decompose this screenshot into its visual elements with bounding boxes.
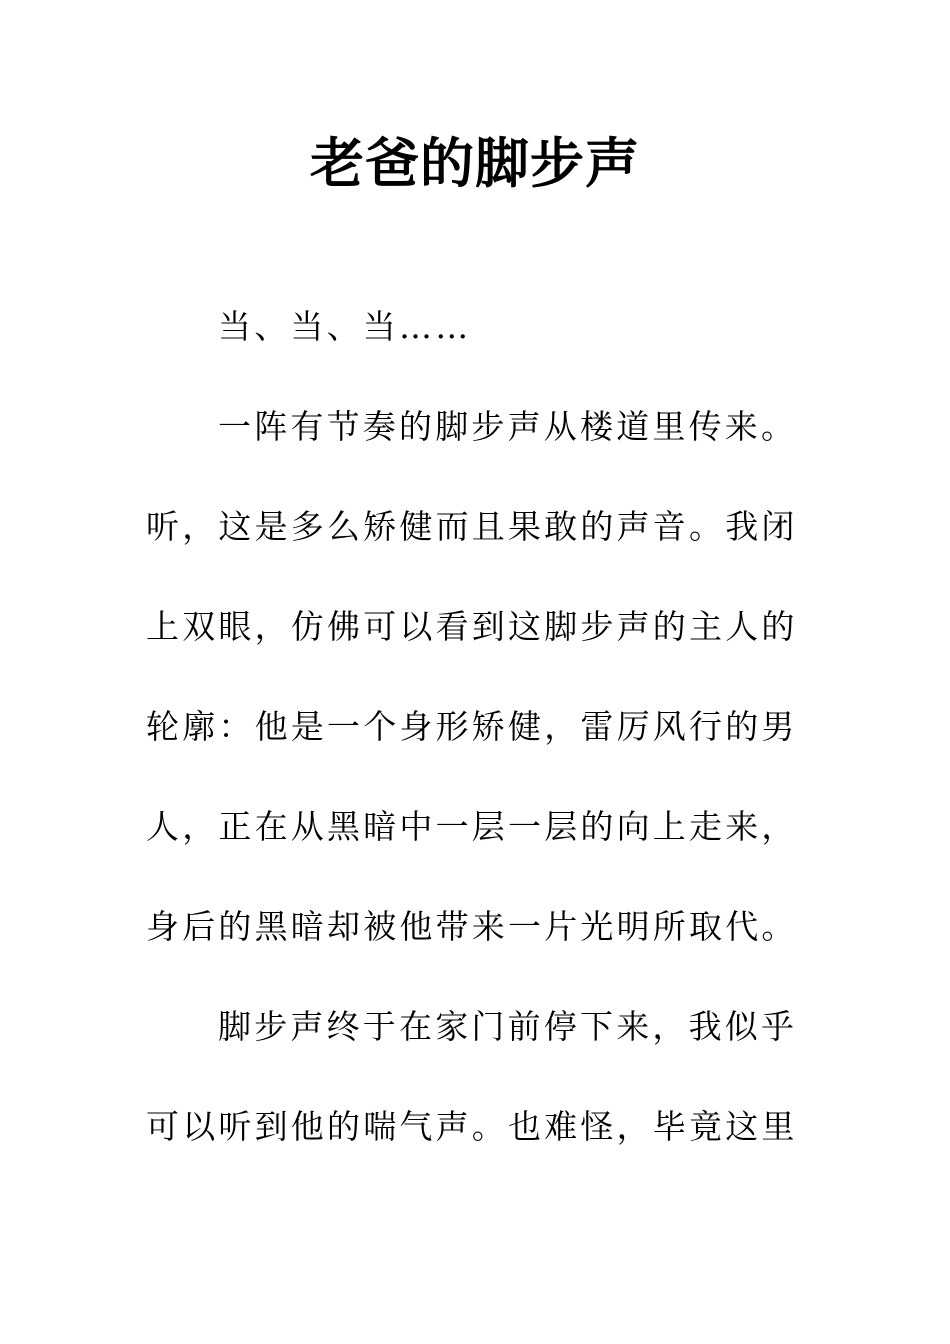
text-line-8: 脚步声终于在家门前停下来，我似乎: [218, 1007, 798, 1046]
text-line-7: 身后的黑暗却被他带来一片光明所取代。: [146, 907, 798, 946]
text-line-3: 听，这是多么矫健而且果敢的声音。我闭: [146, 507, 798, 546]
text-line-9: 可以听到他的喘气声。也难怪，毕竟这里: [146, 1107, 798, 1146]
text-line-1: 当、当、当……: [218, 307, 472, 346]
text-line-4: 上双眼，仿佛可以看到这脚步声的主人的: [146, 607, 798, 646]
text-line-6: 人，正在从黑暗中一层一层的向上走来，: [146, 807, 798, 846]
document-title: 老爸的脚步声: [310, 132, 640, 195]
text-line-2: 一阵有节奏的脚步声从楼道里传来。: [218, 407, 798, 446]
text-line-5: 轮廓：他是一个身形矫健，雷厉风行的男: [146, 707, 798, 746]
